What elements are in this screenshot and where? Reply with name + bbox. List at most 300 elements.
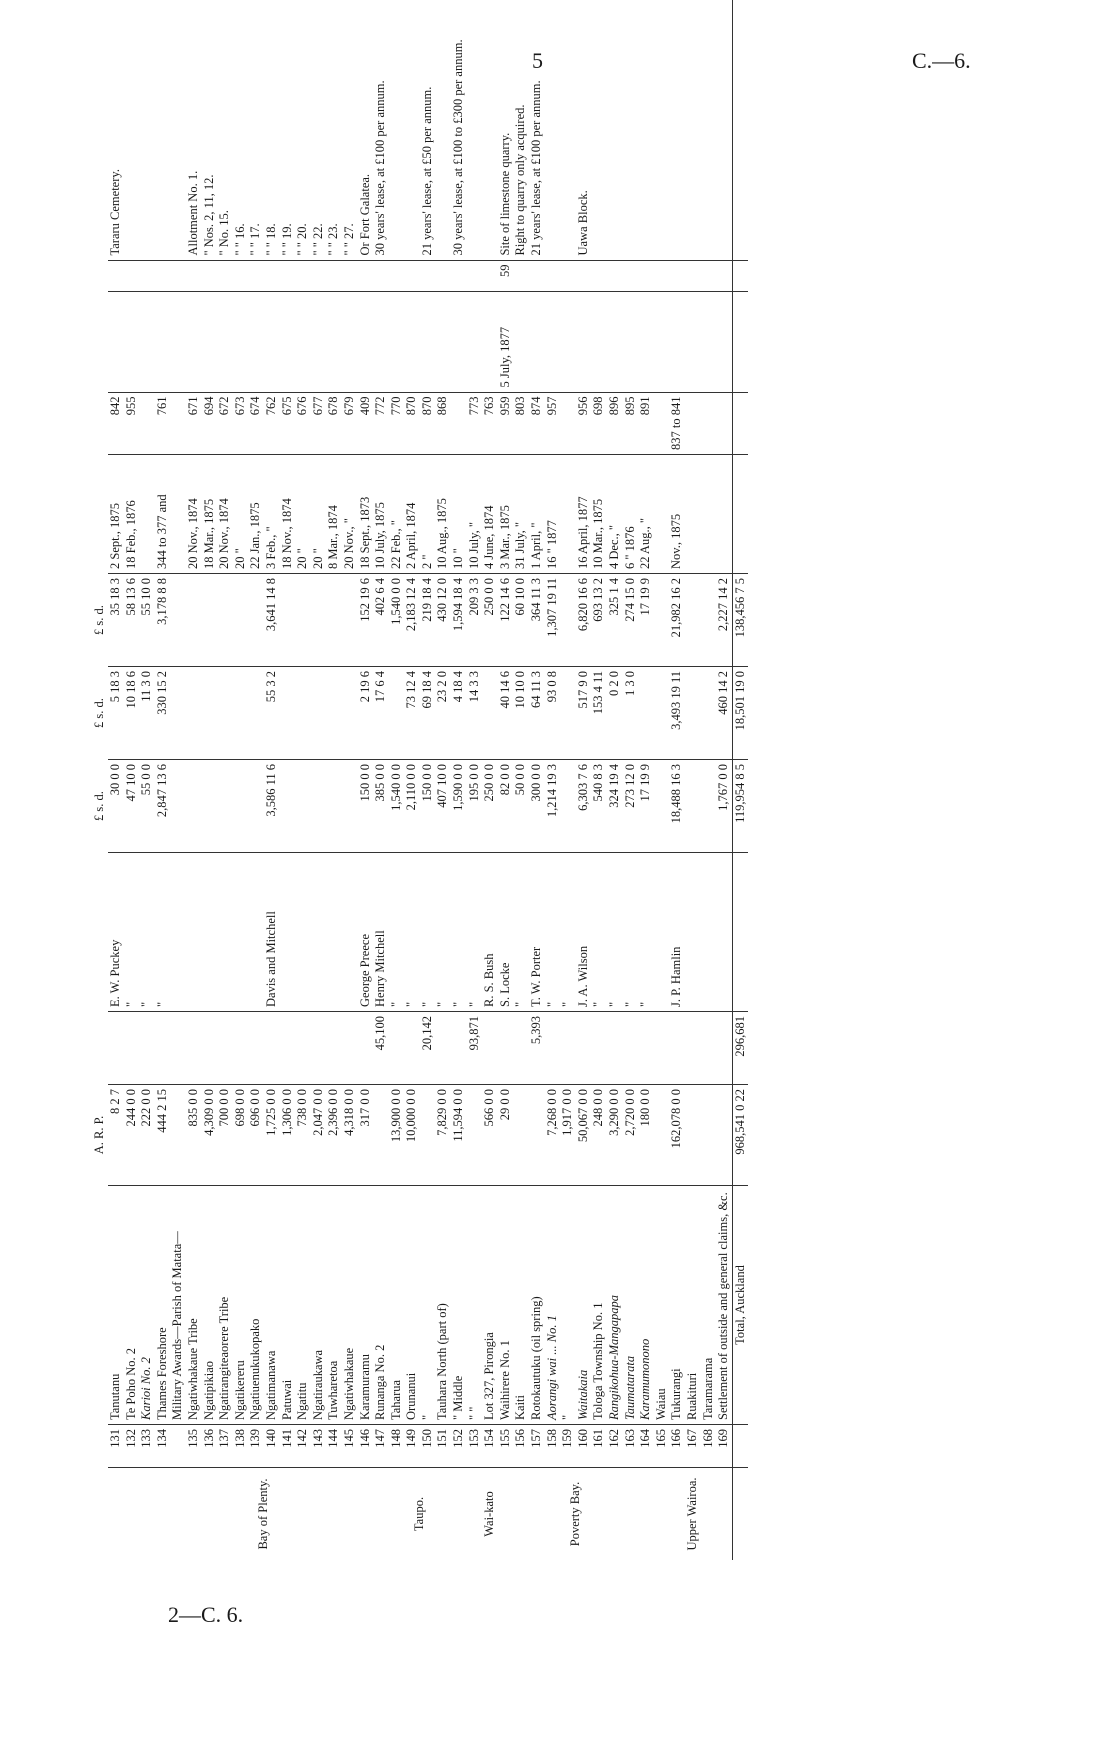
table-row [607,0,623,1560]
total-empty [732,1468,748,1561]
row-total [217,574,233,667]
row-cert-date [404,291,420,392]
row-cert-date [623,291,639,392]
row-name: Karamuramu [358,1186,374,1425]
table-row [311,0,327,1560]
row-voucher-no: 770 [389,392,405,454]
total-area: 968,541 0 22 [732,1085,748,1186]
row-cert-date [591,291,607,392]
row-remarks [716,0,732,260]
col-price [92,1012,108,1085]
row-date: 4 Dec., " [607,455,623,574]
total-empty [732,455,748,574]
row-area: 2,047 0 0 [311,1085,327,1186]
row-vouchers: 10 18 6 [124,667,140,760]
row-folio [545,260,561,291]
table-body [108,0,748,1560]
table-row [482,0,498,1560]
table-row [467,0,483,1560]
row-name: Rangikohua-Mangapapa [607,1186,623,1425]
row-voucher-no: 676 [295,392,311,454]
row-vouchers [389,667,405,760]
table-row [513,0,529,1560]
row-remarks [669,0,685,260]
row-cert-date [669,291,685,392]
row-total: 693 13 2 [591,574,607,667]
row-area: 29 0 0 [498,1085,514,1186]
district-group-label [108,1468,170,1561]
row-agent: " [591,853,607,1012]
row-number: 131 [108,1425,124,1468]
row-total [280,574,296,667]
row-date: 2 Sept., 1875 [108,455,124,574]
row-number [170,1425,186,1468]
row-date: 2 April, 1874 [404,455,420,574]
row-name: Ngatitu [295,1186,311,1425]
row-remarks: 21 years' lease, at £100 per annum. [529,80,544,256]
district-group-label: Taupo. [358,1468,483,1561]
row-name: Taramarama [701,1186,717,1425]
row-total: 325 1 4 [607,574,623,667]
row-price [124,1012,140,1085]
row-price: 93,871 [467,1012,483,1085]
row-vouchers [186,667,202,760]
row-date: 20 Nov., " [342,455,358,574]
row-remarks: " " 16. [232,223,247,256]
row-agent: E. W. Puckey [108,853,124,1012]
table-row [373,0,389,1560]
row-date: 18 Mar., 1875 [202,455,218,574]
table-row [404,0,420,1560]
row-total [311,574,327,667]
row-date: 6 " 1876 [623,455,639,574]
row-total: 402 6 4 [373,574,389,667]
col-cost-units: £ s. d. [92,791,107,821]
row-remarks: Right to quarry only acquired. [513,104,528,256]
row-price [607,1012,623,1085]
row-area: 1,917 0 0 [560,1085,576,1186]
row-area: 50,067 0 0 [576,1085,592,1186]
row-date: 22 Jan., 1875 [248,455,264,574]
row-remarks [435,0,451,260]
table-row [389,0,405,1560]
row-folio [451,260,467,291]
row-remarks: Uawa Block. [575,190,590,256]
row-number: 137 [217,1425,233,1468]
row-number: 136 [202,1425,218,1468]
row-name: Te Poho No. 2 [124,1186,140,1425]
row-voucher-no: 956 [576,392,592,454]
row-total: 3,178 8 8 [155,574,171,667]
row-number: 168 [701,1425,717,1468]
row-folio [326,260,342,291]
row-total: 364 11 3 [529,574,545,667]
row-remarks [482,0,498,260]
row-remarks [654,0,670,260]
row-number: 146 [358,1425,374,1468]
row-vouchers [170,667,186,760]
row-folio [170,260,186,291]
row-folio [607,260,623,291]
row-area: 4,309 0 0 [202,1085,218,1186]
row-remarks [545,0,561,260]
row-cost: 2,847 13 6 [155,760,171,853]
row-name: Patuwai [280,1186,296,1425]
row-agent: " [124,853,140,1012]
total-empty [732,260,748,291]
row-folio [669,260,685,291]
row-voucher-no [685,392,701,454]
row-folio [529,260,545,291]
row-price [155,1012,171,1085]
row-cost [202,760,218,853]
row-voucher-no: 896 [607,392,623,454]
total-vouch: 18,501 19 0 [732,667,748,760]
row-number: 158 [545,1425,561,1468]
row-voucher-no: 870 [420,392,436,454]
row-name: Ngatipikiao [202,1186,218,1425]
row-cost [685,760,701,853]
row-total: 1,307 19 11 [545,574,561,667]
row-price [170,1012,186,1085]
row-agent: " [451,853,467,1012]
row-date: 4 June, 1874 [482,455,498,574]
row-cost: 2,110 0 0 [404,760,420,853]
row-price [498,1012,514,1085]
row-agent [295,853,311,1012]
row-remarks: 30 years' lease, at £100 to £300 per annum. [451,39,466,256]
row-remarks: Tararu Cemetery. [108,169,122,256]
row-agent [701,853,717,1012]
row-voucher-no [716,392,732,454]
row-folio [108,260,124,291]
row-folio [513,260,529,291]
row-folio: 59 [498,260,514,291]
row-price [139,1012,155,1085]
row-date: 20 " [311,455,327,574]
row-cert-date [701,291,717,392]
row-price: 20,142 [420,1012,436,1085]
row-vouchers [342,667,358,760]
row-name: Thames Foreshore [155,1186,171,1425]
row-vouchers: 2 19 6 [358,667,374,760]
row-area [170,1085,186,1186]
row-date [654,455,670,574]
row-area: 444 2 15 [155,1085,171,1186]
row-name: Karamumonono [638,1186,654,1425]
row-voucher-no [170,392,186,454]
row-folio [482,260,498,291]
row-number: 159 [560,1425,576,1468]
row-folio [280,260,296,291]
row-total [233,574,249,667]
row-voucher-no: 679 [342,392,358,454]
table-row [685,0,701,1560]
row-total: 274 15 0 [623,574,639,667]
row-name: Ngatiuenukukopako [248,1186,264,1425]
row-remarks [701,0,717,260]
row-cert-date [420,291,436,392]
row-area: 696 0 0 [248,1085,264,1186]
row-agent [248,853,264,1012]
row-agent: J. P. Hamlin [669,853,685,1012]
row-remarks: 21 years' lease, at £50 per annum. [419,86,434,256]
row-name: Ngatimanawa [264,1186,280,1425]
row-price [545,1012,561,1085]
row-voucher-no: 959 [498,392,514,454]
footer-reference: 2—C. 6. [168,1602,244,1627]
row-agent [280,853,296,1012]
row-vouchers [280,667,296,760]
row-voucher-no: 675 [280,392,296,454]
row-folio [233,260,249,291]
col-area-units: A. R. P. [92,1115,107,1155]
col-agent [92,853,108,1012]
row-cost: 17 19 9 [638,760,654,853]
row-date: 20 " [233,455,249,574]
row-area [716,1085,732,1186]
total-label: Total, Auckland [732,1186,748,1425]
table-row [155,0,171,1560]
row-price [685,1012,701,1085]
row-name: Ngatiwhakaue [342,1186,358,1425]
row-area: 244 0 0 [124,1085,140,1186]
row-folio [155,260,171,291]
row-remarks: Site of limestone quarry. [497,132,512,256]
row-total [295,574,311,667]
row-agent [311,853,327,1012]
row-number: 147 [373,1425,389,1468]
total-empty [732,0,748,260]
row-date: 3 Mar., 1875 [498,455,514,574]
row-vouchers: 73 12 4 [404,667,420,760]
row-vouchers [311,667,327,760]
row-date: 18 Nov., 1874 [280,455,296,574]
row-area: 317 0 0 [358,1085,374,1186]
row-cost: 324 19 4 [607,760,623,853]
row-total [654,574,670,667]
row-vouchers: 1 3 0 [623,667,639,760]
row-voucher-no: 763 [482,392,498,454]
row-cost [654,760,670,853]
row-number: 134 [155,1425,171,1468]
row-area [701,1085,717,1186]
row-vouchers: 3,493 19 11 [669,667,685,760]
row-cert-date [685,291,701,392]
row-cost: 1,767 0 0 [716,760,732,853]
row-agent [202,853,218,1012]
row-date: 20 Nov., 1874 [217,455,233,574]
row-cost: 300 0 0 [529,760,545,853]
row-date: 20 Nov., 1874 [186,455,202,574]
row-price [264,1012,280,1085]
row-price [513,1012,529,1085]
row-name: Taumatarata [623,1186,639,1425]
row-date: 18 Feb., 1876 [124,455,140,574]
row-area: 2,396 0 0 [326,1085,342,1186]
row-remarks: " " 18. [263,223,278,256]
row-total: 60 10 0 [513,574,529,667]
row-vouchers [248,667,264,760]
row-folio [685,260,701,291]
row-cost: 1,214 19 3 [545,760,561,853]
column-units-row [92,0,108,1560]
row-cost: 30 0 0 [108,760,124,853]
row-remarks: 30 years' lease, at £100 per annum. [373,80,388,256]
row-area: 1,306 0 0 [280,1085,296,1186]
row-cost: 3,586 11 6 [264,760,280,853]
row-voucher-no: 837 to 841 [669,392,685,454]
row-name: Taharua [389,1186,405,1425]
row-date: 10 Aug., 1875 [435,455,451,574]
document-reference: C.—6. [912,48,971,73]
row-name: " [420,1186,436,1425]
row-price [202,1012,218,1085]
row-cert-date [467,291,483,392]
row-total [342,574,358,667]
row-folio [373,260,389,291]
row-cost: 407 10 0 [435,760,451,853]
row-name: Ngatiraukawa [311,1186,327,1425]
row-folio [467,260,483,291]
row-vouchers: 460 14 2 [716,667,732,760]
table-row [716,0,732,1560]
row-agent: " [607,853,623,1012]
row-agent: " [435,853,451,1012]
row-price [233,1012,249,1085]
table-row [451,0,467,1560]
row-number: 167 [685,1425,701,1468]
row-cert-date [358,291,374,392]
row-remarks [607,0,623,260]
row-voucher-no: 674 [248,392,264,454]
table-row [108,0,124,1560]
table-row [248,0,264,1560]
row-number: 163 [623,1425,639,1468]
row-price [280,1012,296,1085]
row-remarks: " " 27. [341,223,356,256]
row-agent [170,853,186,1012]
row-area [513,1085,529,1186]
total-total: 138,456 7 5 [732,574,748,667]
row-vouchers: 11 3 0 [139,667,155,760]
row-number: 143 [311,1425,327,1468]
row-name: Aorangi wai ... No. 1 [545,1186,561,1425]
row-price [404,1012,420,1085]
row-cert-date [139,291,155,392]
row-total [685,574,701,667]
row-agent: T. W. Porter [529,853,545,1012]
row-number: 138 [233,1425,249,1468]
row-cert-date [170,291,186,392]
total-row [732,0,748,1560]
row-agent [654,853,670,1012]
row-folio [311,260,327,291]
row-folio [591,260,607,291]
row-vouchers: 69 18 4 [420,667,436,760]
table-row [295,0,311,1560]
row-cert-date [186,291,202,392]
row-cost: 1,590 0 0 [451,760,467,853]
row-price [716,1012,732,1085]
row-name: Rotokautuku (oil spring) [529,1186,545,1425]
row-cert-date [389,291,405,392]
row-agent: " [139,853,155,1012]
row-agent [186,853,202,1012]
row-cert-date [233,291,249,392]
row-vouchers: 10 10 0 [513,667,529,760]
row-date: 344 to 377 and [155,455,171,574]
row-remarks: " No. 15. [217,210,232,256]
row-total: 58 13 6 [124,574,140,667]
table-row [217,0,233,1560]
row-cost: 18,488 16 3 [669,760,685,853]
row-area: 8 2 7 [108,1085,124,1186]
row-area [529,1085,545,1186]
row-date [685,455,701,574]
total-cost: 119,954 8 5 [732,760,748,853]
row-total: 219 18 4 [420,574,436,667]
row-area: 4,318 0 0 [342,1085,358,1186]
row-name: Orunanui [404,1186,420,1425]
row-vouchers [638,667,654,760]
row-name: Ngatikereru [233,1186,249,1425]
row-area: 700 0 0 [217,1085,233,1186]
row-number: 162 [607,1425,623,1468]
row-folio [420,260,436,291]
col-vouch-units: £ s. d. [92,698,107,728]
row-folio [435,260,451,291]
row-area: 2,720 0 0 [623,1085,639,1186]
row-total: 122 14 6 [498,574,514,667]
row-vouchers [233,667,249,760]
row-date: 16 April, 1877 [576,455,592,574]
row-date: 8 Mar., 1874 [326,455,342,574]
row-voucher-no: 895 [623,392,639,454]
row-total [186,574,202,667]
row-total: 250 0 0 [482,574,498,667]
table-row [326,0,342,1560]
row-vouchers: 93 0 8 [545,667,561,760]
row-cert-date [529,291,545,392]
row-voucher-no: 761 [155,392,171,454]
row-voucher-no [139,392,155,454]
row-price [295,1012,311,1085]
row-cost: 50 0 0 [513,760,529,853]
row-cert-date [342,291,358,392]
row-voucher-no [701,392,717,454]
row-total: 1,594 18 4 [451,574,467,667]
row-folio [576,260,592,291]
row-remarks [560,0,576,260]
row-vouchers [654,667,670,760]
row-folio [389,260,405,291]
row-name: " " [467,1186,483,1425]
row-cert-date [202,291,218,392]
row-price [248,1012,264,1085]
row-name: Waihirere No. 1 [498,1186,514,1425]
row-remarks: " " 23. [326,223,341,256]
row-remarks [139,0,155,260]
row-folio [701,260,717,291]
row-area: 180 0 0 [638,1085,654,1186]
row-vouchers: 17 6 4 [373,667,389,760]
row-area [685,1085,701,1186]
row-vouchers [326,667,342,760]
total-price: 296,681 [732,1012,748,1085]
row-price [311,1012,327,1085]
row-date [716,455,732,574]
